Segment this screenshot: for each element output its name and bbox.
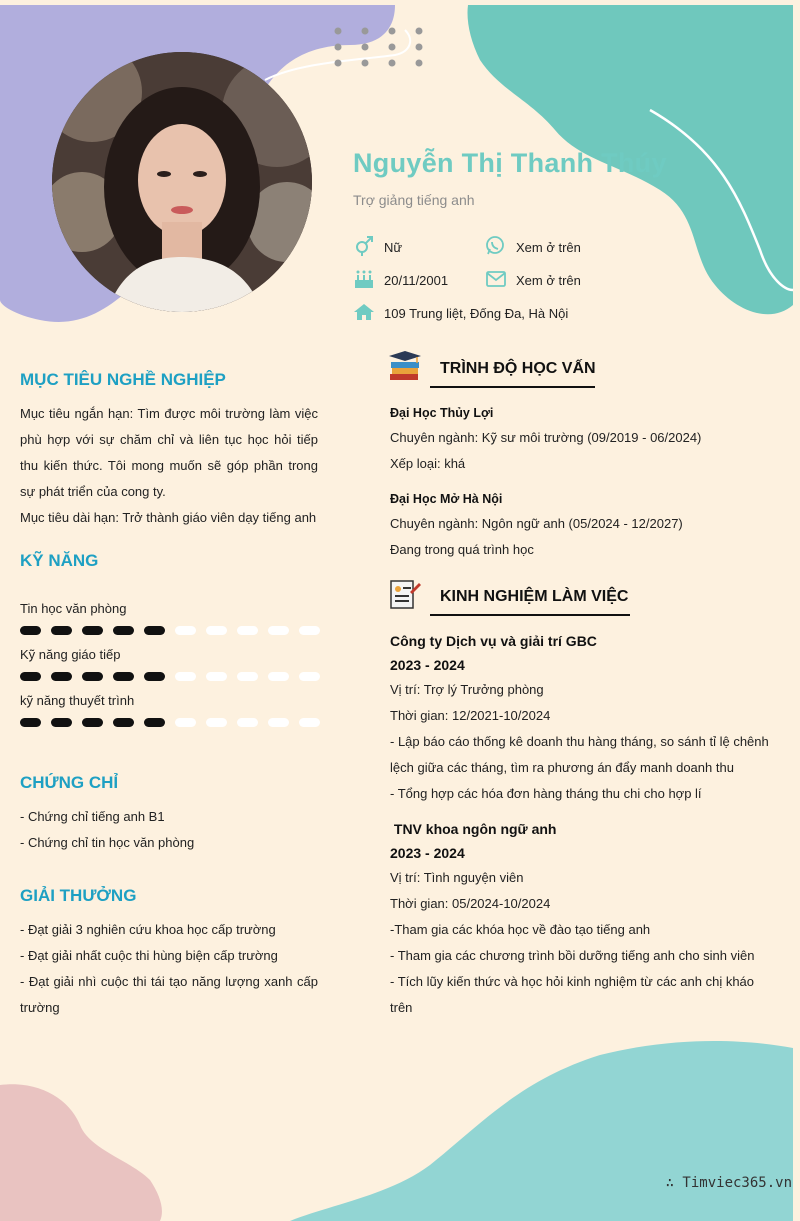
skill-rating	[20, 718, 320, 727]
job-task: - Tham gia các chương trình bồi dưỡng tiếng anh cho sinh viên	[390, 948, 755, 963]
experience-title: KINH NGHIỆM LÀM VIỆC	[440, 588, 629, 605]
school-major: Chuyên ngành: Kỹ sư môi trường (09/2019 - 06/2024)	[390, 430, 702, 445]
skill-dot	[299, 626, 320, 635]
school-note: Xếp loại: khá	[390, 456, 466, 471]
candidate-name: Nguyễn Thị Thanh Thúy	[353, 148, 667, 178]
resume-document-icon	[388, 578, 422, 610]
skill-dot	[175, 718, 196, 727]
skill-dot	[299, 718, 320, 727]
school-name: Đại Học Mở Hà Nội	[390, 492, 503, 506]
skill-dot	[175, 672, 196, 681]
skill-dot	[113, 626, 134, 635]
objective-long-term: Mục tiêu dài hạn: Trở thành giáo viên dạy tiếng anh	[20, 510, 317, 525]
skill-label: Tin học văn phòng	[20, 601, 127, 616]
email-value: Xem ở trên	[516, 273, 581, 288]
skill-item	[20, 693, 320, 727]
skill-dot	[113, 672, 134, 681]
certificate-item: - Chứng chỉ tin học văn phòng	[20, 835, 195, 850]
skill-dot	[82, 718, 103, 727]
skill-dot	[144, 718, 165, 727]
school-note: Đang trong quá trình học	[390, 542, 534, 557]
objective-title: MỤC TIÊU NGHỀ NGHIỆP	[20, 370, 226, 389]
mail-icon	[485, 269, 507, 289]
job-position: Vị trí: Tình nguyện viên	[390, 870, 524, 885]
skill-item	[20, 647, 320, 681]
objective-short-term: Mục tiêu ngắn hạn: Tìm được môi trường làm việc phù hợp với sự chăm chỉ và liên tục học hỏi tiếp thu kiến thức. Tôi mong muốn sẽ góp phần trong sự phát triển của cong ty.	[20, 406, 318, 499]
graduation-books-icon	[388, 350, 422, 382]
skill-label: kỹ năng thuyết trình	[20, 693, 135, 708]
skills-title: KỸ NĂNG	[20, 551, 99, 570]
award-item: - Đạt giải 3 nghiên cứu khoa học cấp trường	[20, 922, 276, 937]
skill-dot	[175, 626, 196, 635]
skill-label: Kỹ năng giáo tiếp	[20, 647, 121, 662]
certificates-title: CHỨNG CHỈ	[20, 773, 119, 792]
skill-dot	[20, 626, 41, 635]
skill-rating	[20, 626, 320, 635]
skill-dot	[237, 626, 258, 635]
job-task: - Tổng hợp các hóa đơn hàng tháng thu chi cho hợp lí	[390, 786, 702, 801]
gender-value: Nữ	[384, 240, 403, 255]
award-item: - Đạt giải nhất cuộc thi hùng biện cấp trường	[20, 948, 278, 963]
skill-dot	[206, 626, 227, 635]
birthday-value: 20/11/2001	[384, 273, 449, 288]
skill-dot	[20, 718, 41, 727]
skill-rating	[20, 672, 320, 681]
company-name: Công ty Dịch vụ và giải trí GBC	[390, 633, 597, 649]
certificate-item: - Chứng chỉ tiếng anh B1	[20, 809, 165, 824]
profile-photo	[52, 52, 312, 312]
skill-dot	[82, 626, 103, 635]
job-time: Thời gian: 05/2024-10/2024	[390, 896, 551, 911]
school-name: Đại Học Thủy Lợi	[390, 406, 494, 420]
job-position: Vị trí: Trợ lý Trưởng phòng	[390, 682, 544, 697]
skill-dot	[237, 672, 258, 681]
skill-dot	[299, 672, 320, 681]
skill-dot	[268, 672, 289, 681]
job-period: 2023 - 2024	[390, 845, 465, 861]
skill-dot	[144, 626, 165, 635]
skill-dot	[82, 672, 103, 681]
job-task: - Tích lũy kiến thức và học hỏi kinh nghiệm từ các anh chị kháo trên	[390, 974, 755, 1015]
home-icon	[353, 302, 375, 322]
skill-dot	[268, 718, 289, 727]
company-name: TNV khoa ngôn ngữ anh	[390, 821, 557, 837]
job-task: - Lập báo cáo thống kê doanh thu hàng tháng, so sánh tỉ lệ chênh lệch giữa các tháng, tìm ra phương án đẩy manh doanh thu	[390, 734, 769, 775]
job-period: 2023 - 2024	[390, 657, 465, 673]
job-title: Trợ giảng tiếng anh	[353, 192, 475, 208]
education-title-underline	[430, 386, 595, 388]
skill-dot	[51, 718, 72, 727]
skill-dot	[20, 672, 41, 681]
skill-dot	[206, 672, 227, 681]
cake-icon	[353, 269, 375, 289]
award-item: - Đạt giải nhì cuộc thi tái tạo năng lượng xanh cấp trường	[20, 974, 318, 1015]
watermark: ∴ Timviec365.vn	[665, 1175, 792, 1191]
skill-item	[20, 601, 320, 635]
education-title: TRÌNH ĐỘ HỌC VẤN	[440, 360, 596, 377]
gender-icon	[353, 236, 375, 256]
skill-dot	[144, 672, 165, 681]
skill-dot	[268, 626, 289, 635]
job-task: -Tham gia các khóa học về đào tạo tiếng anh	[390, 922, 651, 937]
address-value: 109 Trung liệt, Đống Đa, Hà Nội	[384, 306, 569, 321]
skill-dot	[206, 718, 227, 727]
skill-dot	[51, 626, 72, 635]
phone-value: Xem ở trên	[516, 240, 581, 255]
experience-title-underline	[430, 614, 630, 616]
skill-dot	[237, 718, 258, 727]
school-major: Chuyên ngành: Ngôn ngữ anh (05/2024 - 12/2027)	[390, 516, 683, 531]
job-time: Thời gian: 12/2021-10/2024	[390, 708, 551, 723]
skill-dot	[51, 672, 72, 681]
skill-dot	[113, 718, 134, 727]
whatsapp-icon	[485, 236, 507, 256]
awards-title: GIẢI THƯỞNG	[20, 886, 137, 905]
